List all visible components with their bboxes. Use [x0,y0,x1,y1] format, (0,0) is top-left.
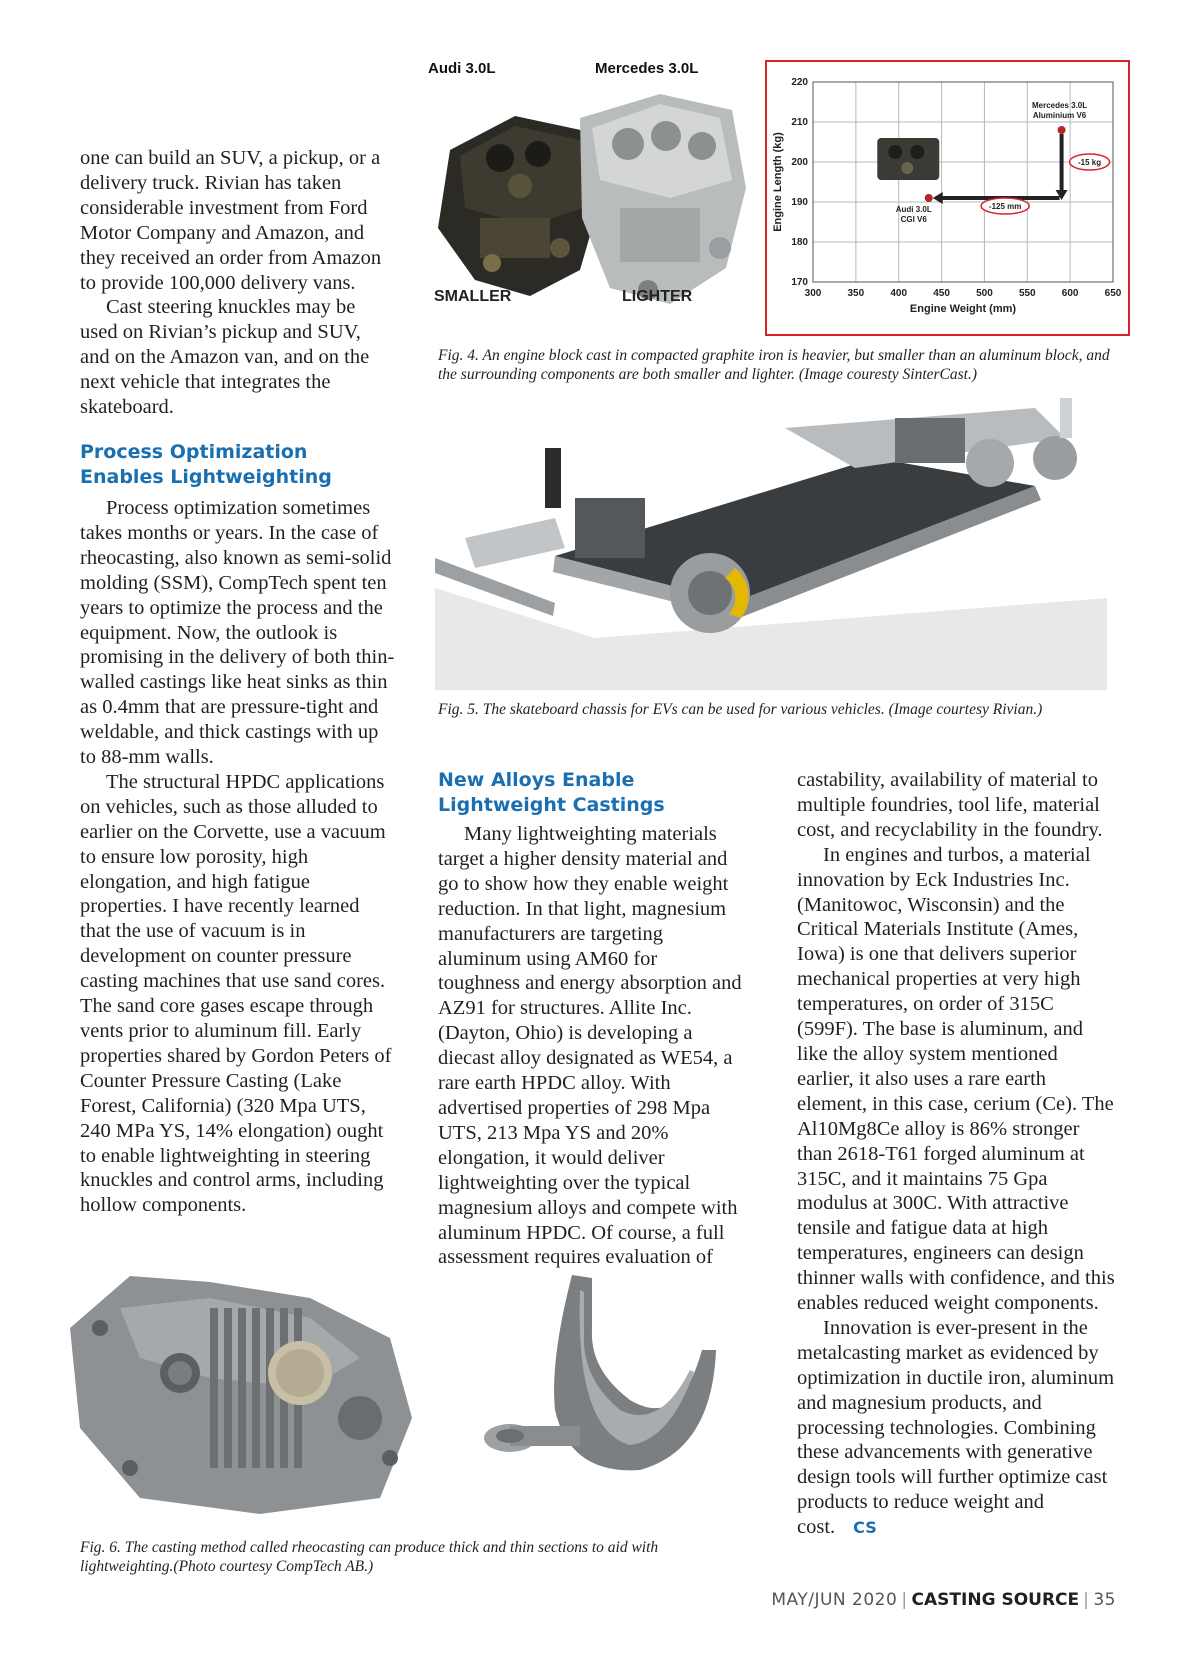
col1-paragraph-3: Process optimization sometimes takes months or years. In the case of rheocasting, also known as semi-solid molding (SSM), CompTech spent ten years to optimize the process and the equipment. Now, the outlook is promising in the delivery of both thin-walled castings like heat sinks as thin as 0.4mm that are pressure-tight and weldable, and thick castings with up to 88-mm walls. [80,496,395,769]
chart-point-label-audi: Audi 3.0L [895,205,932,214]
chart-engine-thumbnail-cylinder [901,162,913,174]
chart-annotation-length: -125 mm [988,202,1022,211]
chart-y-tick-label: 200 [791,157,808,168]
col3-paragraph-3-text: Innovation is ever-present in the metalcasting market as evidenced by optimization in ductile iron, aluminum and magnesium products, and processing technologies. Combining these advancements with generative design tools will further optimize cast products to reduce weight and cost. [797,1316,1115,1539]
chart-y-axis-label: Engine Length (kg) [772,132,784,232]
chart-point-label-mercedes: Aluminium V6 [1032,111,1087,120]
chart-x-tick-label: 400 [890,288,908,299]
chart-point-label-mercedes: Mercedes 3.0L [1032,101,1088,110]
fig4-caption: Fig. 4. An engine block cast in compacted graphite iron is heavier, but smaller than an aluminum block, and the surrounding components are both smaller and lighter. (Image couresty SinterCast.) [438,347,1110,383]
column-2 [438,768,743,1270]
chart-x-tick-label: 300 [804,288,822,299]
chart-x-tick-label: 350 [847,288,865,299]
col3-paragraph-1: castability, availability of material to multiple foundries, tool life, material cost, and recyclability in the foundry. [797,769,1103,841]
column-3 [797,768,1115,1541]
fig6-caption: Fig. 6. The casting method called rheocasting can produce thick and thin sections to aid with lightweighting.(Photo courtesy CompTech AB.) [80,1539,659,1575]
magazine-name: CASTING SOURCE [911,1590,1080,1610]
chart-y-tick-label: 210 [791,117,808,128]
chart-y-tick-label: 190 [791,197,808,208]
chart-y-tick-label: 180 [791,237,808,248]
chart-engine-thumbnail-cylinder [910,145,924,159]
lighter-label: LIGHTER [622,288,693,305]
chart-x-tick-label: 450 [933,288,950,299]
col1-paragraph-4: The structural HPDC applications on vehicles, such as those alluded to earlier on the Corvette, use a vacuum to ensure low porosity, high elongation, and high fatigue properties. I have recently learned that the use of vacuum is in development on counter pressure casting machines that use sand cores. The sand core gases escape through vents prior to aluminum fill. Early properties shared by Gordon Peters of Counter Pressure Casting (Lake Forest, California) (320 Mpa UTS, 240 MPa YS, 14% elongation) ought to enable lightweighting in steering knuckles and control arms, including hollow components. [80,770,392,1217]
fig4-engine-blocks-photo [420,58,760,330]
end-mark: CS [853,1518,877,1538]
col2-paragraph-1: Many lightweighting materials target a higher density material and go to show how they enable weight reduction. In that light, magnesium manufacturers are targeting aluminum using AM60 for toughness and energy absorption and AZ91 for structures. Allite Inc. (Dayton, Ohio) is developing a diecast alloy designated as WE54, a rare earth HPDC alloy. With advertised properties of 298 Mpa UTS, 213 Mpa YS and 20% elongation, it would deliver lightweighting over the typical magnesium alloys and compete with aluminum HPDC. Of course, a full assessment requires evaluation of [438,823,742,1269]
fig5-skateboard-chassis-image [435,388,1107,690]
chart-point-audi [925,194,933,202]
footer-divider: | [901,1590,908,1610]
fig5-caption: Fig. 5. The skateboard chassis for EVs can be used for various vehicles. (Image courtesy Rivian.) [438,701,1043,718]
page-footer [771,1590,1116,1610]
smaller-label: SMALLER [434,288,512,305]
chart-x-axis-label: Engine Weight (mm) [909,303,1017,315]
audi-label: Audi 3.0L [428,60,496,77]
chart-y-tick-label: 170 [791,277,808,288]
chart-y-tick-label: 220 [791,77,808,88]
footer-divider: | [1083,1590,1090,1610]
col3-paragraph-2: In engines and turbos, a material innovation by Eck Industries Inc. (Manitowoc, Wisconsin) and the Critical Materials Institute (Ames, Iowa) is one that delivers superior mechanical properties at very high temperatures, on order of 315C (599F). The base is aluminum, and like the alloy system mentioned earlier, it also uses a rare earth element, in this case, cerium (Ce). The Al10Mg8Ce alloy is 86% stronger than 2618-T61 forged aluminum at 315C, and it maintains 75 Gpa modulus at 300C. With attractive tensile and fatigue data at high temperatures, engineers can design thinner walls with confidence, and this enables reduced weight components. [797,843,1115,1315]
chart-annotation-weight: -15 kg [1078,158,1102,167]
chart-engine-thumbnail-cylinder [888,145,902,159]
section-heading-new-alloys: New Alloys Enable Lightweight Castings [438,769,665,816]
chart-point-mercedes [1058,126,1066,134]
engine-chart [767,62,1128,334]
chart-point-label-audi: CGI V6 [900,215,927,224]
col1-paragraph-2: Cast steering knuckles may be used on Rivian’s pickup and SUV, and on the Amazon van, and on the next vehicle that integrates the skateboard. [80,296,370,419]
chart-x-tick-label: 600 [1061,288,1079,299]
chart-x-tick-label: 500 [976,288,993,299]
page-number: 35 [1093,1590,1116,1610]
chart-x-tick-label: 550 [1018,288,1036,299]
chart-x-tick-label: 650 [1104,288,1122,299]
fig6-heat-sink-casting-image [60,1268,420,1518]
col3-paragraph-3 [797,1316,1115,1541]
engine-chart-frame [765,60,1130,336]
section-heading-process-optimization: Process Optimization Enables Lightweighting [80,440,332,488]
col1-paragraph-1: one can build an SUV, a pickup, or a delivery truck. Rivian has taken considerable investment from Ford Motor Company and Amazon, and they received an order from Amazon to provide 100,000 delivery vans. [80,147,382,294]
issue-date: MAY/JUN 2020 [771,1590,898,1610]
fig6-thick-wall-casting-image [480,1270,740,1490]
mercedes-label: Mercedes 3.0L [595,60,699,77]
column-1 [80,146,395,1218]
